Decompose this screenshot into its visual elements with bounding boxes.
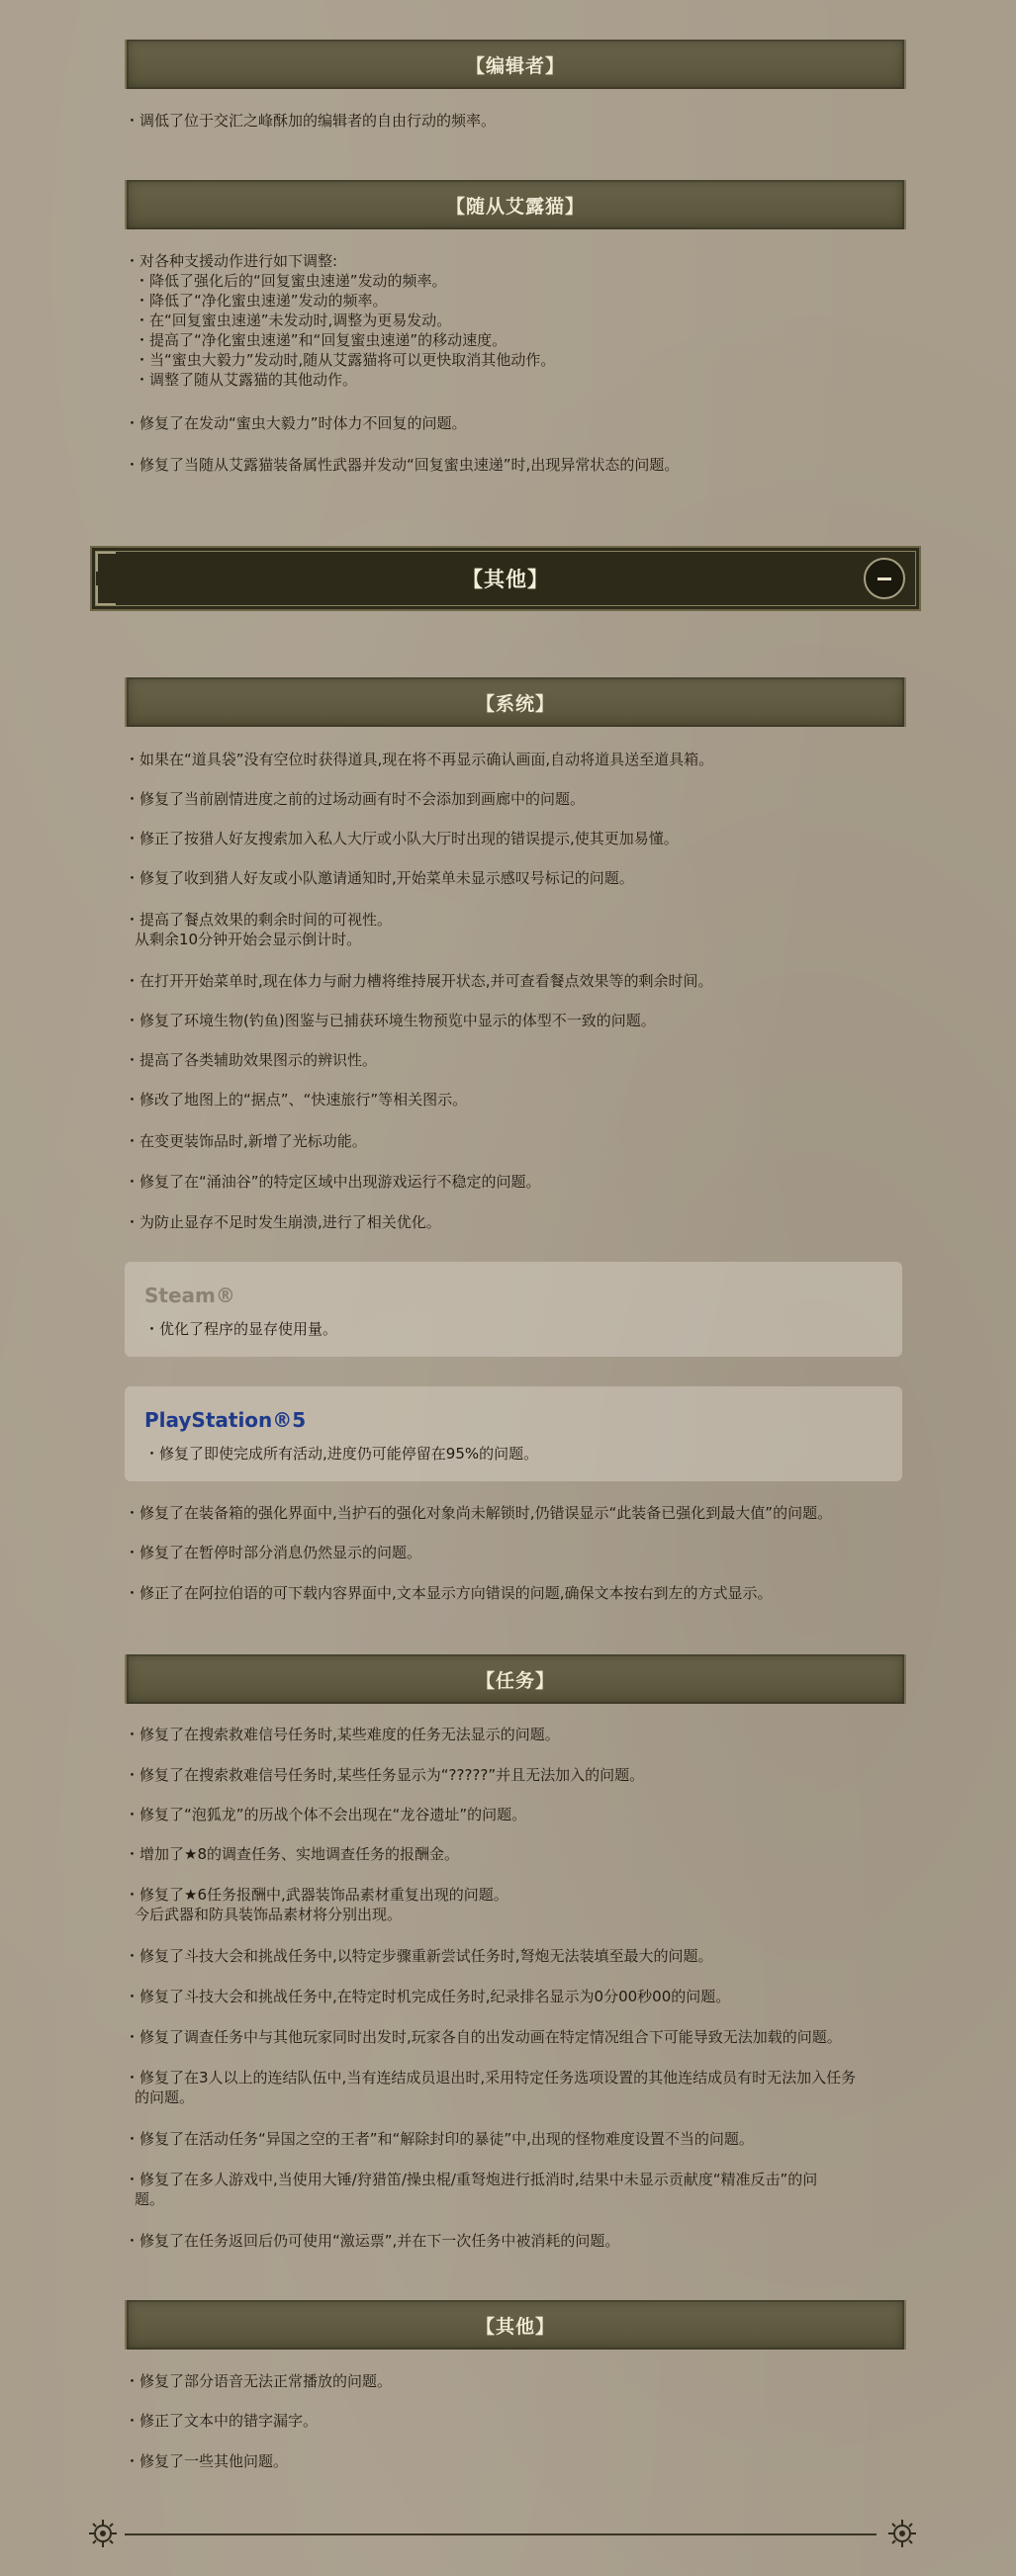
ornament-icon: [88, 2519, 118, 2548]
section-banner-editor: [125, 40, 906, 89]
corner-ornament: [96, 585, 116, 605]
list-item: ・修复了在搜索救难信号任务时,某些难度的任务无法显示的问题。: [125, 1726, 560, 1743]
list-item: ・提高了各类辅助效果图示的辨识性。: [125, 1051, 378, 1069]
section-title: 【其他】: [475, 2315, 555, 2338]
section-banner-system: [125, 677, 906, 727]
platform-card-ps5: [125, 1386, 902, 1481]
list-item: ・修复了在搜索救难信号任务时,某些任务显示为“?????”并且无法加入的问题。: [125, 1766, 645, 1784]
category-banner-other[interactable]: [90, 546, 921, 611]
list-item: ・修复了当前剧情进度之前的过场动画有时不会添加到画廊中的问题。: [125, 790, 586, 808]
list-item: ・修复了“泡狐龙”的历战个体不会出现在“龙谷遗址”的问题。: [125, 1806, 527, 1823]
list-item: ・修正了按猎人好友搜索加入私人大厅或小队大厅时出现的错误提示,使其更加易懂。: [125, 830, 679, 847]
list-item: ・调整了随从艾露猫的其他动作。: [135, 371, 358, 389]
list-item: ・当“蜜虫大毅力”发动时,随从艾露猫将可以更快取消其他动作。: [135, 351, 556, 369]
list-item: ・降低了“净化蜜虫速递”发动的频率。: [135, 292, 388, 310]
section-banner-palico: [125, 180, 906, 229]
list-item: ・修复了即使完成所有活动,进度仍可能停留在95%的问题。: [144, 1445, 539, 1463]
section-title: 【随从艾露猫】: [445, 195, 585, 218]
list-item: ・在“回复蜜虫速递”未发动时,调整为更易发动。: [135, 311, 452, 329]
list-item: 今后武器和防具装饰品素材将分别出现。: [135, 1906, 403, 1923]
footer-divider: [125, 2533, 877, 2535]
list-item: ・修复了在3人以上的连结队伍中,当有连结成员退出时,采用特定任务选项设置的其他连结成员有时无法加入任务: [125, 2069, 857, 2087]
list-item: ・优化了程序的显存使用量。: [144, 1320, 338, 1338]
list-item: ・修复了斗技大会和挑战任务中,以特定步骤重新尝试任务时,弩炮无法装填至最大的问题。: [125, 1947, 713, 1965]
list-item: ・在变更装饰品时,新增了光标功能。: [125, 1132, 367, 1150]
list-item: ・修正了在阿拉伯语的可下载内容界面中,文本显示方向错误的问题,确保文本按右到左的方式显示。: [125, 1584, 773, 1602]
list-item: ・为防止显存不足时发生崩溃,进行了相关优化。: [125, 1213, 441, 1231]
corner-ornament: [96, 552, 116, 572]
section-banner-quests: [125, 1654, 906, 1704]
list-item: 题。: [135, 2190, 165, 2208]
list-item: ・增加了★8的调查任务、实地调查任务的报酬金。: [125, 1845, 459, 1863]
list-item: ・修复了在装备箱的强化界面中,当护石的强化对象尚未解锁时,仍错误显示“此装备已强化到最大值”的问题。: [125, 1504, 833, 1522]
category-title: 【其他】: [462, 568, 549, 591]
list-item: ・对各种支援动作进行如下调整:: [125, 252, 338, 270]
list-item: ・修复了在“涌油谷”的特定区域中出现游戏运行不稳定的问题。: [125, 1173, 541, 1191]
list-item: ・修复了当随从艾露猫装备属性武器并发动“回复蜜虫速递”时,出现异常状态的问题。: [125, 456, 680, 474]
list-item: ・修复了在活动任务“异国之空的王者”和“解除封印的暴徒”中,出现的怪物难度设置不当的问题。: [125, 2130, 754, 2148]
section-title: 【编辑者】: [465, 54, 565, 77]
list-item: ・在打开开始菜单时,现在体力与耐力槽将维持展开状态,并可查看餐点效果等的剩余时间。: [125, 972, 713, 990]
list-item: 的问题。: [135, 2088, 195, 2106]
section-title: 【任务】: [475, 1669, 555, 1692]
list-item: ・修复了一些其他问题。: [125, 2452, 289, 2470]
list-item: ・修复了在暂停时部分消息仍然显示的问题。: [125, 1544, 422, 1561]
collapse-icon[interactable]: [864, 558, 905, 599]
platform-title: Steam®: [144, 1284, 235, 1307]
list-item: ・修复了调查任务中与其他玩家同时出发时,玩家各自的出发动画在特定情况组合下可能导致无法加载的问题。: [125, 2028, 842, 2046]
ornament-icon: [887, 2519, 917, 2548]
platform-title: PlayStation®5: [144, 1408, 307, 1432]
list-item: ・降低了强化后的“回复蜜虫速递”发动的频率。: [135, 272, 447, 290]
list-item: ・提高了餐点效果的剩余时间的可视性。: [125, 911, 393, 929]
list-item: ・修改了地图上的“据点”、“快速旅行”等相关图示。: [125, 1091, 468, 1109]
list-item: ・修正了文本中的错字漏字。: [125, 2412, 319, 2430]
section-title: 【系统】: [475, 692, 555, 715]
list-item: ・修复了在多人游戏中,当使用大锤/狩猎笛/操虫棍/重弩炮进行抵消时,结果中未显示贡献度“精准反击”的问: [125, 2171, 818, 2188]
list-item: 从剩余10分钟开始会显示倒计时。: [135, 931, 362, 948]
platform-card-steam: [125, 1262, 902, 1357]
list-item: ・如果在“道具袋”没有空位时获得道具,现在将不再显示确认画面,自动将道具送至道具箱。: [125, 751, 714, 768]
section-banner-misc: [125, 2300, 906, 2350]
list-item: ・修复了在发动“蜜虫大毅力”时体力不回复的问题。: [125, 414, 467, 432]
list-item: ・修复了收到猎人好友或小队邀请通知时,开始菜单未显示感叹号标记的问题。: [125, 869, 634, 887]
list-item: ・调低了位于交汇之峰酥加的编辑者的自由行动的频率。: [125, 112, 497, 130]
list-item: ・修复了斗技大会和挑战任务中,在特定时机完成任务时,纪录排名显示为0分00秒00的问题。: [125, 1988, 731, 2005]
list-item: ・修复了部分语音无法正常播放的问题。: [125, 2372, 393, 2390]
list-item: ・提高了“净化蜜虫速递”和“回复蜜虫速递”的移动速度。: [135, 331, 508, 349]
list-item: ・修复了环境生物(钓鱼)图鉴与已捕获环境生物预览中显示的体型不一致的问题。: [125, 1012, 656, 1029]
list-item: ・修复了★6任务报酬中,武器装饰品素材重复出现的问题。: [125, 1886, 508, 1904]
list-item: ・修复了在任务返回后仍可使用“激运票”,并在下一次任务中被消耗的问题。: [125, 2232, 620, 2250]
